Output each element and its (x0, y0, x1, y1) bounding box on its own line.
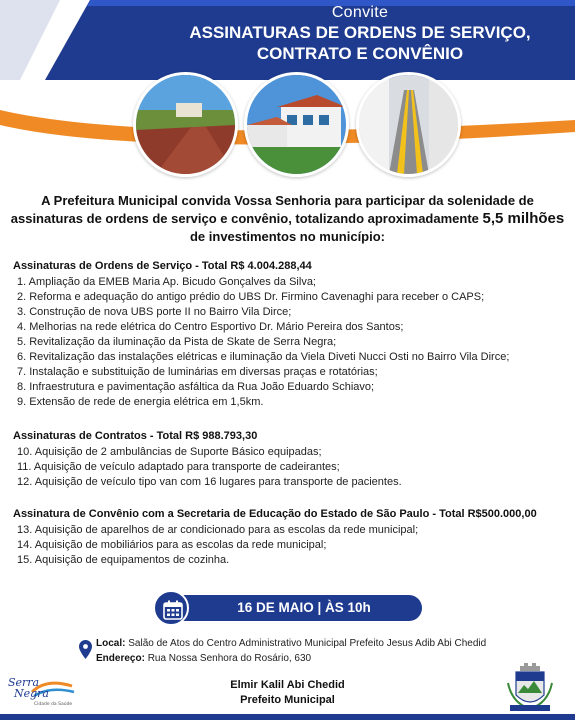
list-item: 7. Instalação e substituição de luminárias em diversas praças e rotatórias; (17, 366, 378, 378)
section-ordens (13, 259, 568, 410)
list-item: 10. Aquisição de 2 ambulâncias de Suporte Básico equipadas; (17, 446, 322, 458)
intro-paragraph (0, 192, 575, 246)
contratos-list (13, 445, 568, 490)
svg-text:Serra: Serra (8, 676, 40, 689)
list-item: 11. Aquisição de veículo adaptado para transporte de cadeirantes; (17, 461, 340, 473)
address-line (96, 651, 486, 666)
signer-name: Elmir Kalil Abi Chedid (230, 679, 345, 691)
svg-text:Cidade da Saúde: Cidade da Saúde (34, 702, 73, 707)
intro-line1: A Prefeitura Municipal convida Vossa Senhoria para participar da solenidade de (41, 193, 534, 208)
list-item: 12. Aquisição de veículo tipo van com 16 lugares para transporte de pacientes. (17, 476, 402, 488)
event-location (96, 636, 486, 666)
section-contratos-heading: Assinaturas de Contratos - Total R$ 988.793,30 (13, 430, 258, 442)
list-item: 15. Aquisição de equipamentos de cozinha. (17, 554, 230, 566)
svg-text:Negra: Negra (14, 687, 49, 700)
municipal-seal-icon (506, 663, 554, 713)
local-value: Salão de Atos do Centro Administrativo Municipal Prefeito Jesus Adib Abi Chedid (128, 638, 487, 649)
address-value: Rua Nossa Senhora do Rosário, 630 (147, 653, 312, 664)
list-item: 14. Aquisição de mobiliários para as escolas da rede municipal; (17, 539, 327, 551)
footer-bar (0, 714, 575, 720)
local-label: Local: (96, 638, 126, 649)
ordens-list (13, 275, 568, 410)
section-contratos (13, 429, 568, 490)
section-convenio-heading: Assinatura de Convênio com a Secretaria de Educação do Estado de São Paulo - Total R$500.000,00 (13, 508, 537, 520)
list-item: 1. Ampliação da EMEB Maria Ap. Bicudo Gonçalves da Silva; (17, 276, 316, 288)
address-label: Endereço: (96, 653, 145, 664)
signer-block (0, 678, 575, 708)
photo-strip (0, 70, 575, 185)
photo-stairway (356, 72, 461, 177)
section-convenio (13, 507, 568, 568)
signer-role: Prefeito Municipal (240, 694, 335, 706)
header-text (150, 4, 570, 64)
intro-line3: de investimentos no município: (189, 229, 386, 244)
photo-paved-street (133, 72, 238, 177)
list-item: 3. Construção de nova UBS porte II no Bairro Vila Dirce; (17, 306, 292, 318)
list-item: 4. Melhorias na rede elétrica do Centro Esportivo Dr. Mário Pereira dos Santos; (17, 321, 404, 333)
serra-negra-logo (6, 672, 76, 708)
convenio-list (13, 523, 568, 568)
list-item: 8. Infraestrutura e pavimentação asfáltica da Rua João Eduardo Schiavo; (17, 381, 375, 393)
event-date-bar (160, 595, 422, 621)
event-date: 16 DE MAIO | ÀS 10h (237, 600, 371, 615)
list-item: 5. Revitalização da iluminação da Pista de Skate de Serra Negra; (17, 336, 337, 348)
page-title-line2: CONTRATO E CONVÊNIO (256, 44, 464, 63)
page-title-line1: ASSINATURAS DE ORDENS DE SERVIÇO, (189, 23, 531, 42)
local-line (96, 636, 486, 651)
intro-amount: 5,5 milhões (482, 210, 565, 227)
header-banner (0, 0, 575, 80)
convite-label: Convite (331, 4, 389, 21)
location-pin-icon (79, 640, 92, 659)
section-ordens-heading: Assinaturas de Ordens de Serviço - Total R$ 4.004.288,44 (13, 260, 312, 272)
photo-school-building (244, 72, 349, 177)
list-item: 13. Aquisição de aparelhos de ar condicionado para as escolas da rede municipal; (17, 524, 419, 536)
calendar-icon (153, 590, 189, 626)
list-item: 2. Reforma e adequação do antigo prédio do UBS Dr. Firmino Cavenaghi para receber o CAPS; (17, 291, 485, 303)
list-item: 6. Revitalização das instalações elétricas e iluminação da Viela Diveti Nucci Osti no Bairro Vila Dirce; (17, 351, 510, 363)
intro-line2 (0, 210, 575, 228)
intro-line2-text: assinaturas de ordens de serviço e convênio, totalizando aproximadamente (10, 211, 479, 226)
list-item: 9. Extensão de rede de energia elétrica em 1,5km. (17, 396, 264, 408)
